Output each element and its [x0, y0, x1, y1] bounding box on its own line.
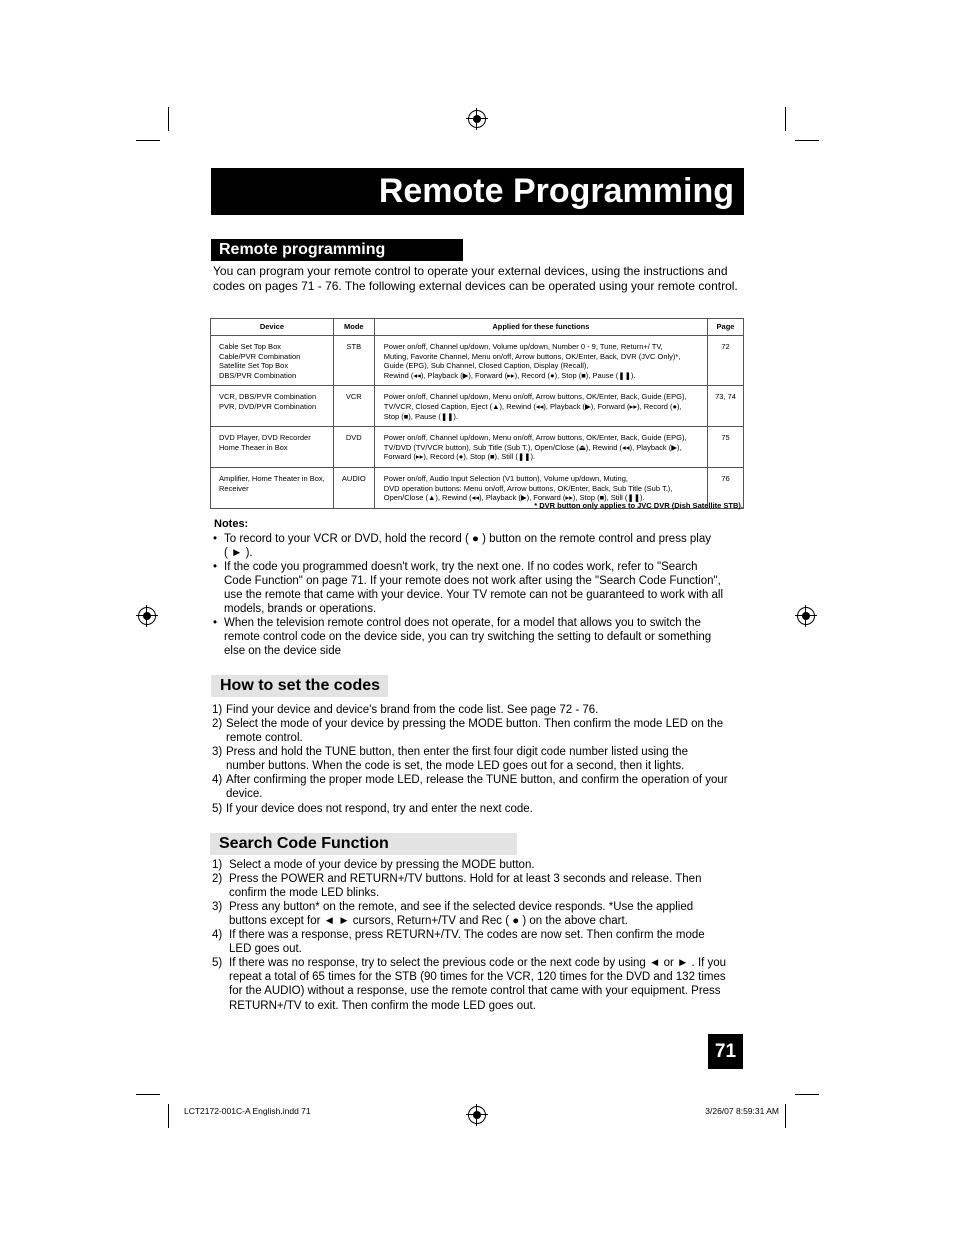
footer-datetime: 3/26/07 8:59:31 AM [705, 1106, 779, 1116]
note-item: • When the television remote control does not operate, for a model that allows you to switch the remote control code on the device side, you can try switching the setting to default or something else on the device side [213, 617, 712, 657]
table-header-row [211, 319, 744, 336]
table-cell-mode: DVD [333, 427, 374, 468]
table-cell-device: DVD Player, DVD Recorder Home Theaer in Box [211, 427, 334, 468]
crop-mark [795, 140, 819, 141]
table-cell-functions: Power on/off, Audio Input Selection (V1 button), Volume up/down, Muting, DVD operation buttons: Menu on/off, Arrow buttons, OK/Enter, Back, Sub Title (Sub T.), Open/Close (▲), Rewind (◂◂), Playback (▶), Forward (▸▸), Stop (■), Still (❚❚). [374, 467, 707, 508]
device-table [210, 318, 744, 509]
table-row [211, 386, 744, 427]
crop-mark [785, 1104, 786, 1128]
table-cell-page: 72 [707, 336, 743, 386]
table-footnote: * DVR button only applies to JVC DVR (Dish Satellite STB). [534, 501, 743, 510]
table-cell-functions: Power on/off, Channel up/down, Menu on/off, Arrow buttons, OK/Enter, Back, Guide (EPG), TV/DVD (TV/VCR button), Sub Title (Sub T.), Open/Close (⏏), Rewind (◂◂), Playback (▶), Forward (▸▸), Record (●), Stop (■), Still (❚❚). [374, 427, 707, 468]
table-cell-page: 73, 74 [707, 386, 743, 427]
table-cell-device: VCR, DBS/PVR Combination PVR, DVD/PVR Combination [211, 386, 334, 427]
section-heading-remote-programming: Remote programming [211, 239, 463, 261]
registration-mark-icon [468, 110, 486, 128]
table-cell-functions: Power on/off, Channel up/down, Menu on/off, Arrow buttons, OK/Enter, Back, Guide (EPG), TV/VCR, Closed Caption, Eject (▲), Rewind (◂◂), Playback (▶), Forward (▸▸), Record (●), Stop (■), Pause (❚❚). [374, 386, 707, 427]
registration-mark-icon [138, 607, 156, 625]
table-cell-mode: AUDIO [333, 467, 374, 508]
table-header-page: Page [707, 319, 743, 336]
note-item: • If the code you programmed doesn't work, try the next one. If no codes work, refer to "Search Code Function" on page 71. If your remote does not work after using the "Search Code Function", use the remote that came with your device. Your TV remote can not be guaranteed to work with all models, brands or operations. [213, 561, 724, 615]
table-cell-mode: VCR [333, 386, 374, 427]
table-cell-functions: Power on/off, Channel up/down, Volume up/down, Number 0 - 9, Tune, Return+/ TV, Muting, Favorite Channel, Menu on/off, Arrow buttons, OK/Enter, Back, DVR (JVC Only)*, Guide (EPG), Sub Channel, Closed Caption, Display (Recall), Rewind (◂◂), Playback (▶), Forward (▸▸), Record (●), Stop (■), Pause (❚❚). [374, 336, 707, 386]
crop-mark [795, 1094, 819, 1095]
crop-mark [785, 107, 786, 131]
intro-paragraph: You can program your remote control to operate your external devices, using the instructions and codes on pages 71 - 76. The following external devices can be operated using your remote control. [213, 264, 738, 293]
table-header-device: Device [211, 319, 334, 336]
notes-heading: Notes: [214, 518, 249, 530]
bullet-icon: • [213, 533, 218, 545]
section-heading-how-to-set-codes: How to set the codes [211, 675, 388, 697]
table-cell-device: Amplifier, Home Theater in Box, Receiver [211, 467, 334, 508]
registration-mark-icon [797, 607, 815, 625]
table-cell-page: 76 [707, 467, 743, 508]
registration-mark-icon [468, 1106, 486, 1124]
section-heading-search-code-function: Search Code Function [210, 833, 517, 855]
footer-file-name: LCT2172-001C-A English.indd 71 [184, 1106, 311, 1116]
table-cell-page: 75 [707, 427, 743, 468]
crop-mark [168, 1104, 169, 1128]
table-row [211, 427, 744, 468]
crop-mark [136, 1094, 160, 1095]
note-item: • To record to your VCR or DVD, hold the record ( ● ) button on the remote control and press play ( ► ). [213, 533, 711, 559]
crop-mark [136, 140, 160, 141]
crop-mark [168, 107, 169, 131]
bullet-icon: • [213, 561, 218, 573]
table-header-functions: Applied for these functions [374, 319, 707, 336]
page-number: 71 [708, 1034, 743, 1069]
table-row [211, 336, 744, 386]
table-header-mode: Mode [333, 319, 374, 336]
bullet-icon: • [213, 617, 218, 629]
page-title: Remote Programming [211, 168, 744, 215]
table-cell-device: Cable Set Top Box Cable/PVR Combination Satellite Set Top Box DBS/PVR Combination [211, 336, 334, 386]
table-cell-mode: STB [333, 336, 374, 386]
